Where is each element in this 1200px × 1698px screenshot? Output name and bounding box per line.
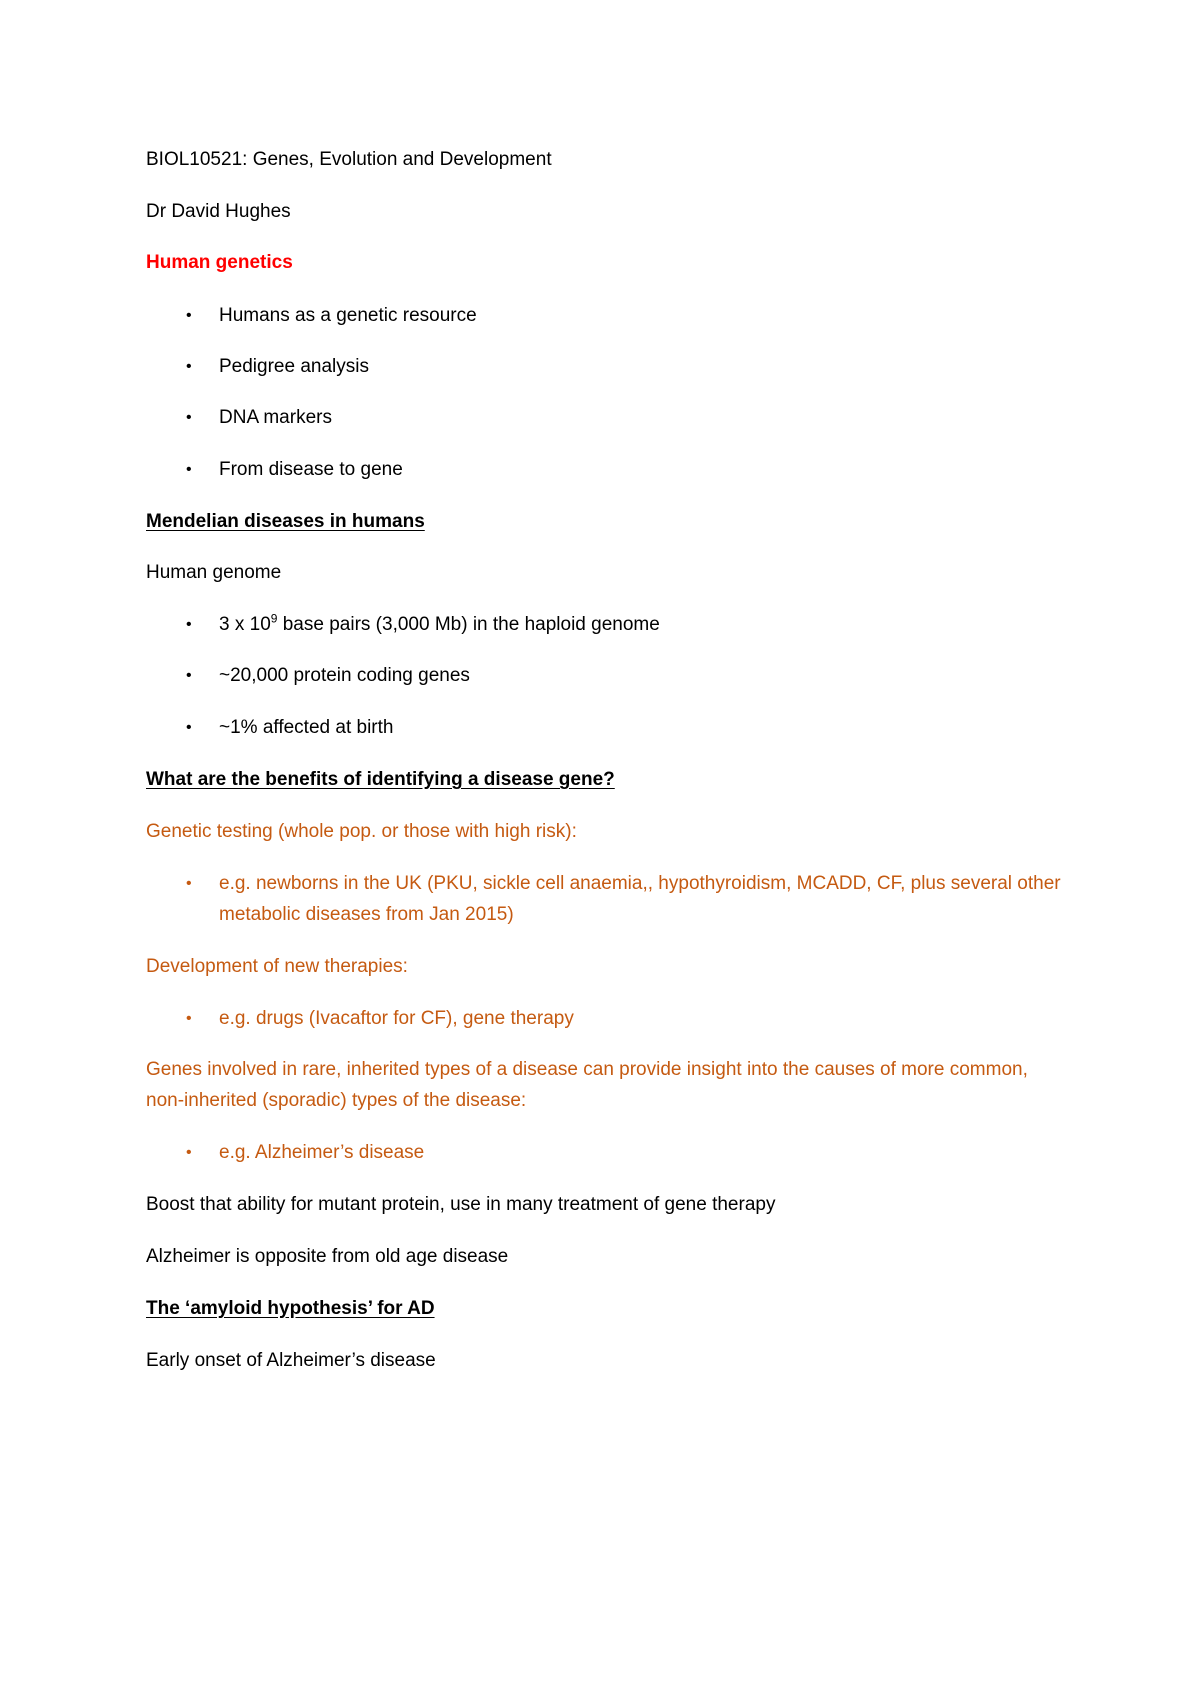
list-item: From disease to gene	[219, 459, 403, 480]
heading-amyloid-hypothesis: The ‘amyloid hypothesis’ for AD	[146, 1298, 435, 1319]
therapies-label: Development of new therapies:	[146, 956, 408, 977]
list-item: ~1% affected at birth	[219, 717, 394, 738]
list-item-genome-size	[219, 613, 660, 637]
list-item: DNA markers	[219, 407, 332, 428]
bullet-glyph: •	[186, 409, 192, 426]
note-line: Boost that ability for mutant protein, use in many treatment of gene therapy	[146, 1194, 776, 1215]
genome-size-base: 3 x 10	[219, 614, 271, 635]
subheading-human-genome: Human genome	[146, 562, 282, 583]
bullet-glyph: •	[186, 307, 192, 324]
list-item: Humans as a genetic resource	[219, 305, 477, 326]
amyloid-text: Early onset of Alzheimer’s disease	[146, 1350, 436, 1371]
lecturer-name: Dr David Hughes	[146, 201, 291, 222]
list-item-therapies: e.g. drugs (Ivacaftor for CF), gene therapy	[219, 1008, 574, 1029]
genome-size-exponent: 9	[270, 611, 278, 626]
list-item: Pedigree analysis	[219, 356, 369, 377]
bullet-glyph: •	[186, 616, 192, 633]
bullet-glyph: •	[186, 1144, 192, 1161]
list-item-alzheimers: e.g. Alzheimer’s disease	[219, 1142, 425, 1163]
bullet-glyph: •	[186, 1010, 192, 1027]
bullet-glyph: •	[186, 719, 192, 736]
heading-mendelian-diseases: Mendelian diseases in humans	[146, 511, 425, 532]
bullet-glyph: •	[186, 358, 192, 375]
heading-benefits: What are the benefits of identifying a disease gene?	[146, 769, 615, 790]
insight-label: Genes involved in rare, inherited types of a disease can provide insight into the causes of more common, non-inherited (sporadic) types of the disease:	[146, 1059, 1028, 1111]
section-title-human-genetics: Human genetics	[146, 252, 293, 273]
list-item: ~20,000 protein coding genes	[219, 665, 470, 686]
course-title: BIOL10521: Genes, Evolution and Development	[146, 149, 552, 170]
genome-size-rest: base pairs (3,000 Mb) in the haploid genome	[277, 614, 660, 635]
bullet-glyph: •	[186, 667, 192, 684]
genetic-testing-label: Genetic testing (whole pop. or those with high risk):	[146, 821, 577, 842]
bullet-glyph: •	[186, 875, 192, 892]
note-line: Alzheimer is opposite from old age disease	[146, 1246, 509, 1267]
list-item-newborn-screening: e.g. newborns in the UK (PKU, sickle cell anaemia,, hypothyroidism, MCADD, CF, plus several other metabolic diseases from Jan 2015)	[219, 873, 1061, 925]
bullet-glyph: •	[186, 461, 192, 478]
